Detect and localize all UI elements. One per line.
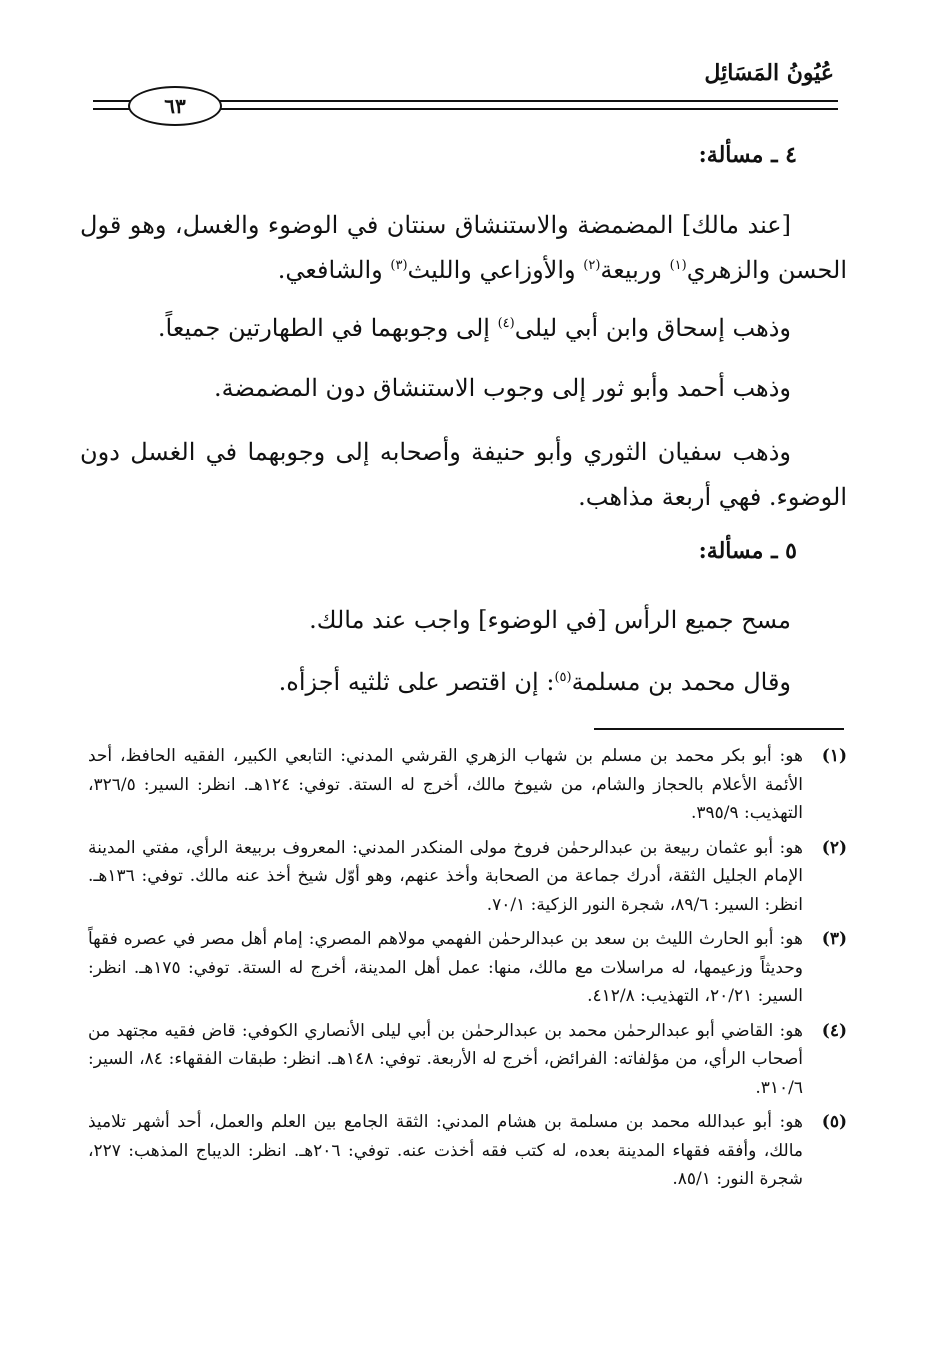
footnote-number: (٥) [821,1112,847,1132]
paragraph-text: مسح جميع الرأس [في الوضوء] واجب عند مالك. [309,606,791,634]
page-number-badge [128,86,222,126]
page-number: ٦٣ [164,94,186,118]
footnote-ref-2: (٢) [583,258,601,273]
issue-heading-4: ٤ ـ مسألة: [698,142,797,168]
footnote-text: هو: القاضي أبو عبدالرحمٰن محمد بن عبدالرحمٰن بن أبي ليلى الأنصاري الكوفي: قاض فقيه مجتهد من أصحاب الرأي، من مؤلفاته: الفرائض، أخرج له الأربعة. توفي: ١٤٨هـ. انظر: طبقات الفقهاء: ٨٤، السير: ٣١٠/٦. [88,1020,803,1098]
paragraph-text: والأوزاعي والليث [407,256,584,284]
footnote-separator [594,728,844,730]
paragraph-text: [عند مالك] المضمضة والاستنشاق سنتان في الوضوء والغسل، وهو قول الحسن والزهري [80,211,847,284]
footnote-number: (٢) [821,837,847,858]
footnote-number: (٣) [821,929,847,949]
paragraph [80,306,847,351]
footnote-text: هو: أبو عبدالله محمد بن مسلمة بن هشام المدني: الثقة الجامع بين العلم والعمل، أحد أشهر تلاميذ مالك، وأفقه فقهاء المدينة بعده، له كتب فقه أخذت عنه. توفي: ٢٠٦هـ. انظر: الديباج المذهب: ٢٢٧، شجرة النور: ٨٥/١. [88,1112,803,1189]
footnotes [88,742,847,1200]
footnote [88,742,847,828]
paragraph-text: وقال محمد بن مسلمة [571,668,791,696]
footnote [88,1108,847,1194]
footnote-text: هو: أبو بكر محمد بن مسلم بن شهاب الزهري القرشي المدني: التابعي الكبير، الفقيه الحافظ، أحد الأئمة الأعلام بالحجاز والشام، من شيوخ مالك، أخرج له الستة. توفي: ١٢٤هـ. انظر: السير: ٣٢٦/٥، التهذيب: ٣٩٥/٩. [88,746,803,823]
paragraph-text: والشافعي. [277,256,391,284]
footnote-ref-3: (٣) [390,258,408,273]
footnote-text: هو: أبو عثمان ربيعة بن عبدالرحمٰن فروخ مولى المنكدر المدني: المعروف بربيعة الرأي، مفتي المدينة الإمام الجليل الثقة، أدرك جماعة من الصحابة وأخذ عنهم، وهو أوّل شيخ أخذ عنه مالك. توفي: ١٣٦هـ. انظر: السير: ٨٩/٦، شجرة النور الزكية: ٧٠/١. [88,837,803,915]
footnote-ref-1: (١) [669,258,687,273]
footnote-ref-5: (٥) [554,670,572,685]
paragraph-text: وذهب أحمد وأبو ثور إلى وجوب الاستنشاق دون المضمضة. [214,374,791,402]
paragraph [80,203,847,293]
paragraph-text: وربيعة [600,256,670,284]
footnote [88,1017,847,1103]
paragraph-text: وذهب إسحاق وابن أبي ليلى [514,314,791,342]
footnote-number: (٤) [821,1020,847,1041]
footnote-ref-4: (٤) [497,316,515,331]
paragraph-text: : إن اقتصر على ثلثيه أجزأه. [278,668,555,696]
paragraph [80,598,847,643]
footnote [88,834,847,920]
paragraph-text: وذهب سفيان الثوري وأبو حنيفة وأصحابه إلى وجوبهما في الغسل دون الوضوء. فهي أربعة مذاهب. [80,438,847,511]
paragraph [80,430,847,520]
paragraph [80,660,847,705]
paragraph [80,366,847,411]
issue-heading-5: ٥ ـ مسألة: [698,538,797,564]
paragraph-text: إلى وجوبهما في الطهارتين جميعاً. [157,314,498,342]
footnote [88,925,847,1011]
running-header-title: عُيُونُ المَسَائِل [704,60,834,86]
footnote-text: هو: أبو الحارث الليث بن سعد بن عبدالرحمٰن الفهمي مولاهم المصري: إمام أهل مصر في عصره فقهاً وحديثاً وزعيمها، له مراسلات مع مالك، منها: عمل أهل المدينة، أخرج له الستة. توفي: ١٧٥هـ. انظر: السير: ٢٠/٢١، التهذيب: ٤١٢/٨. [88,929,803,1006]
footnote-number: (١) [821,746,847,766]
